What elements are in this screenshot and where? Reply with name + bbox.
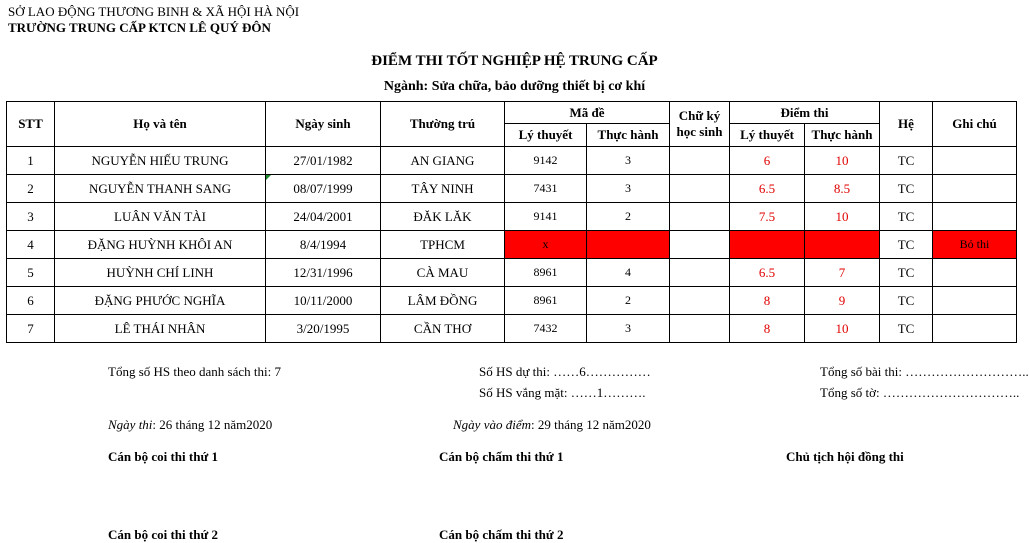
- cell-note: [933, 315, 1017, 343]
- cell-residence: CẦN THƠ: [381, 315, 505, 343]
- cell-signature: [670, 203, 730, 231]
- cell-name: ĐẶNG PHƯỚC NGHĨA: [55, 287, 266, 315]
- cell-system: TC: [880, 231, 933, 259]
- header-stt: STT: [7, 102, 55, 147]
- students-absent: Số HS vắng mặt: ……1……….: [479, 385, 646, 400]
- cell-system: TC: [880, 259, 933, 287]
- cell-score-theory: 8: [730, 287, 805, 315]
- students-present: Số HS dự thi: ……6……………: [479, 364, 651, 379]
- cell-signature: [670, 315, 730, 343]
- cell-code-practice: 3: [587, 315, 670, 343]
- cell-signature: [670, 287, 730, 315]
- cell-name: LÊ THÁI NHÂN: [55, 315, 266, 343]
- cell-score-practice: 8.5: [805, 175, 880, 203]
- header-residence: Thường trú: [381, 102, 505, 147]
- cell-residence: TPHCM: [381, 231, 505, 259]
- cell-score-practice: 10: [805, 203, 880, 231]
- cell-score-theory: [730, 231, 805, 259]
- cell-dob: 27/01/1982: [266, 147, 381, 175]
- cell-code-theory: 7432: [505, 315, 587, 343]
- table-row: [7, 287, 1017, 315]
- header-signature-line1: Chữ ký: [678, 108, 721, 123]
- cell-score-practice: 10: [805, 315, 880, 343]
- header-code-practice: Thực hành: [587, 124, 670, 147]
- cell-stt: 1: [7, 147, 55, 175]
- cell-system: TC: [880, 203, 933, 231]
- cell-stt: 6: [7, 287, 55, 315]
- header-note: Ghi chú: [933, 102, 1017, 147]
- cell-code-practice: [587, 231, 670, 259]
- cell-system: TC: [880, 315, 933, 343]
- cell-score-practice: 9: [805, 287, 880, 315]
- entry-date-value: : 29 tháng 12 năm2020: [530, 417, 651, 432]
- cell-name: NGUYỄN THANH SANG: [55, 175, 266, 203]
- cell-code-theory: 8961: [505, 259, 587, 287]
- school-name: TRƯỜNG TRUNG CẤP KTCN LÊ QUÝ ĐÔN: [8, 20, 271, 35]
- cell-note: [933, 259, 1017, 287]
- cell-score-theory: 7.5: [730, 203, 805, 231]
- cell-residence: LÂM ĐỒNG: [381, 287, 505, 315]
- total-papers: Tổng số bài thi: ………………………..: [820, 364, 1029, 379]
- cell-stt: 2: [7, 175, 55, 203]
- page-title: ĐIỂM THI TỐT NGHIỆP HỆ TRUNG CẤP: [371, 53, 658, 69]
- header-exam-code: Mã đề: [505, 102, 670, 124]
- proctor-2-signature: Cán bộ coi thi thứ 2: [108, 527, 219, 542]
- cell-residence: ĐĂK LĂK: [381, 203, 505, 231]
- organization-name: SỞ LAO ĐỘNG THƯƠNG BINH & XÃ HỘI HÀ NỘI: [8, 4, 300, 19]
- header-scores: Điểm thi: [730, 102, 880, 124]
- grader-2-signature: Cán bộ chấm thi thứ 2: [439, 527, 564, 542]
- cell-score-practice: 7: [805, 259, 880, 287]
- grader-1-signature: Cán bộ chấm thi thứ 1: [439, 449, 564, 464]
- cell-score-theory: 6.5: [730, 175, 805, 203]
- cell-score-practice: 10: [805, 147, 880, 175]
- exam-date-value: : 26 tháng 12 năm2020: [152, 417, 273, 432]
- exam-date-label: Ngày thi: [108, 417, 153, 432]
- table-row: [7, 175, 1017, 203]
- cell-name: HUỲNH CHÍ LINH: [55, 259, 266, 287]
- cell-residence: AN GIANG: [381, 147, 505, 175]
- cell-dob: 8/4/1994: [266, 231, 381, 259]
- cell-dob: 12/31/1996: [266, 259, 381, 287]
- cell-dob: 24/04/2001: [266, 203, 381, 231]
- cell-note: [933, 287, 1017, 315]
- cell-stt: 3: [7, 203, 55, 231]
- cell-signature: [670, 147, 730, 175]
- header-signature: [670, 102, 730, 147]
- cell-signature: [670, 175, 730, 203]
- cell-stt: 7: [7, 315, 55, 343]
- cell-dob: 08/07/1999: [266, 175, 381, 203]
- cell-name: ĐẶNG HUỲNH KHÔI AN: [55, 231, 266, 259]
- cell-name: NGUYỄN HIẾU TRUNG: [55, 147, 266, 175]
- header-score-practice: Thực hành: [805, 124, 880, 147]
- cell-stt: 4: [7, 231, 55, 259]
- exam-date: [108, 417, 272, 433]
- table-row: [7, 315, 1017, 343]
- cell-score-practice: [805, 231, 880, 259]
- cell-signature: [670, 231, 730, 259]
- cell-note: [933, 147, 1017, 175]
- cell-name: LUÂN VĂN TÀI: [55, 203, 266, 231]
- cell-signature: [670, 259, 730, 287]
- cell-score-theory: 8: [730, 315, 805, 343]
- cell-code-theory: 9141: [505, 203, 587, 231]
- cell-residence: CÀ MAU: [381, 259, 505, 287]
- cell-code-theory: 9142: [505, 147, 587, 175]
- cell-dob: 3/20/1995: [266, 315, 381, 343]
- cell-code-practice: 4: [587, 259, 670, 287]
- header-score-theory: Lý thuyết: [730, 124, 805, 147]
- cell-system: TC: [880, 287, 933, 315]
- table-row: [7, 259, 1017, 287]
- header-signature-line2: học sinh: [676, 124, 723, 139]
- proctor-1-signature: Cán bộ coi thi thứ 1: [108, 449, 219, 464]
- table-row: [7, 231, 1017, 259]
- cell-score-theory: 6: [730, 147, 805, 175]
- total-students: Tổng số HS theo danh sách thi: 7: [108, 364, 281, 379]
- cell-dob: 10/11/2000: [266, 287, 381, 315]
- header-name: Họ và tên: [55, 102, 266, 147]
- score-table: [6, 101, 1017, 343]
- cell-stt: 5: [7, 259, 55, 287]
- header-system: Hệ: [880, 102, 933, 147]
- cell-code-practice: 3: [587, 175, 670, 203]
- cell-note: [933, 175, 1017, 203]
- cell-code-practice: 2: [587, 203, 670, 231]
- cell-note: Bỏ thi: [933, 231, 1017, 259]
- table-row: [7, 147, 1017, 175]
- cell-system: TC: [880, 147, 933, 175]
- cell-code-theory: 8961: [505, 287, 587, 315]
- cell-score-theory: 6.5: [730, 259, 805, 287]
- page-subtitle: Ngành: Sửa chữa, bảo dưỡng thiết bị cơ khí: [383, 79, 646, 94]
- cell-residence: TÂY NINH: [381, 175, 505, 203]
- total-sheets: Tổng số tờ: …………………………..: [820, 385, 1020, 400]
- header-dob: Ngày sinh: [266, 102, 381, 147]
- cell-code-practice: 2: [587, 287, 670, 315]
- header-code-theory: Lý thuyết: [505, 124, 587, 147]
- table-row: [7, 203, 1017, 231]
- cell-code-practice: 3: [587, 147, 670, 175]
- cell-system: TC: [880, 175, 933, 203]
- cell-code-theory: 7431: [505, 175, 587, 203]
- entry-date: [453, 417, 651, 433]
- entry-date-label: Ngày vào điểm: [453, 417, 531, 432]
- cell-note: [933, 203, 1017, 231]
- chairman-signature: Chủ tịch hội đồng thi: [786, 449, 904, 464]
- cell-code-theory: x: [505, 231, 587, 259]
